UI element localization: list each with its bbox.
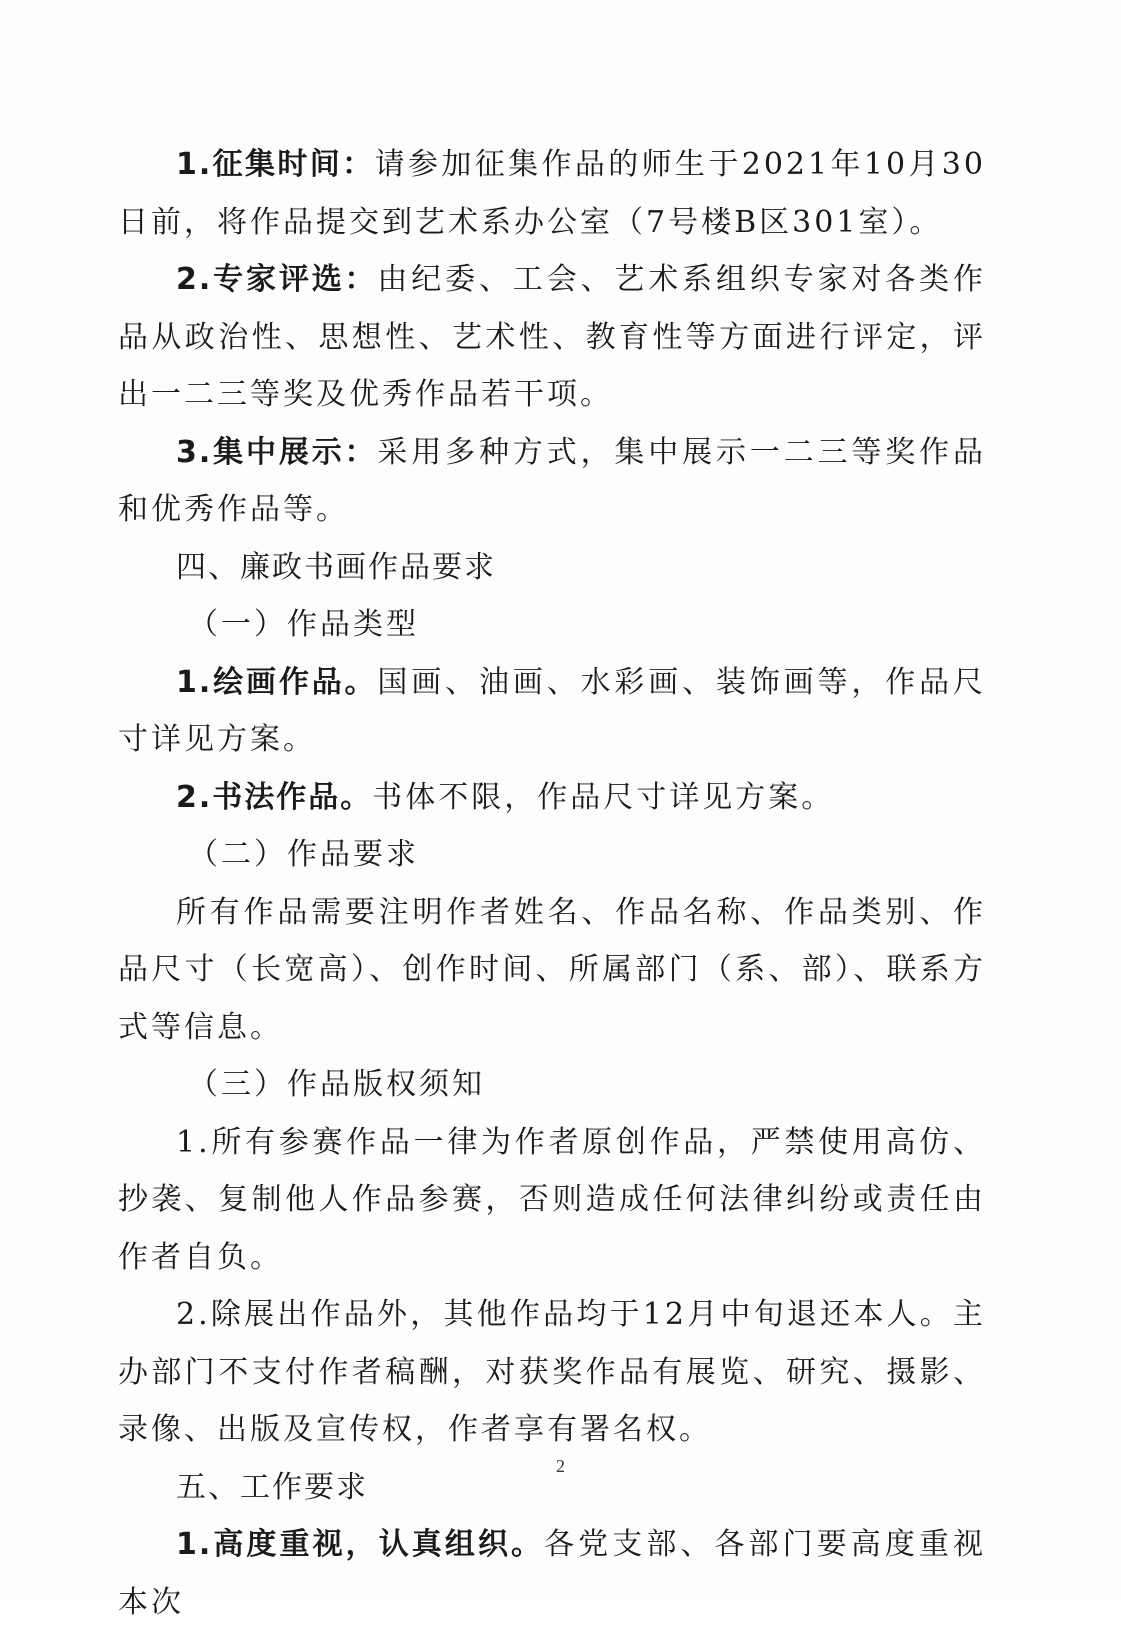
- paragraph-expert-review: [118, 251, 986, 424]
- paragraph-painting: [118, 654, 986, 769]
- paragraph-copyright-return: 2.除展出作品外，其他作品均于12月中旬退还本人。主办部门不支付作者稿酬，对获奖作品有展览、研究、摄影、录像、出版及宣传权，作者享有署名权。: [118, 1297, 986, 1447]
- expert-review-lead: 2.专家评选：: [176, 262, 378, 297]
- attach-importance-lead: 1.高度重视，认真组织。: [176, 1527, 545, 1562]
- collection-time-text: 请参加征集作品的师生于2021年10月30日前，将作品提交到艺术系办公室（7号楼B区301室）。: [118, 147, 986, 240]
- paragraph-copyright-original: 1.所有参赛作品一律为作者原创作品，严禁使用高仿、抄袭、复制他人作品参赛，否则造成任何法律纠纷或责任由作者自负。: [118, 1124, 986, 1275]
- paragraph-work-requirements: 所有作品需要注明作者姓名、作品名称、作品类别、作品尺寸（长宽高）、创作时间、所属部门（系、部）、联系方式等信息。: [118, 894, 986, 1045]
- paragraph-collection-time: [118, 136, 986, 251]
- paragraph-attach-importance: [118, 1516, 986, 1631]
- attach-importance-text: 各党支部、各部门要高度重视本次: [118, 1527, 986, 1620]
- exhibition-lead: 3.集中展示：: [176, 434, 378, 470]
- subheading-work-types: （一）作品类型: [188, 607, 419, 642]
- painting-lead: 1.绘画作品。: [176, 664, 378, 700]
- paragraph-calligraphy: [118, 769, 986, 827]
- subheading-copyright: （三）作品版权须知: [188, 1067, 485, 1102]
- subheading-work-requirements: （二）作品要求: [188, 837, 419, 872]
- paragraph-exhibition: [118, 424, 986, 539]
- section-heading-work-requirements: 五、工作要求: [176, 1469, 368, 1505]
- expert-review-text: 由纪委、工会、艺术系组织专家对各类作品从政治性、思想性、艺术性、教育性等方面进行评定，评出一二三等奖及优秀作品若干项。: [118, 262, 986, 412]
- page-number: 2: [556, 1456, 565, 1476]
- painting-text: 国画、油画、水彩画、装饰画等，作品尺寸详见方案。: [118, 664, 986, 757]
- calligraphy-text: 书体不限，作品尺寸详见方案。: [372, 779, 835, 815]
- document-body: [118, 136, 986, 1631]
- section-heading-requirements: 四、廉政书画作品要求: [176, 549, 496, 585]
- exhibition-text: 采用多种方式，集中展示一二三等奖作品和优秀作品等。: [118, 434, 986, 527]
- collection-time-lead: 1.征集时间：: [176, 147, 375, 182]
- calligraphy-lead: 2.书法作品。: [176, 779, 373, 815]
